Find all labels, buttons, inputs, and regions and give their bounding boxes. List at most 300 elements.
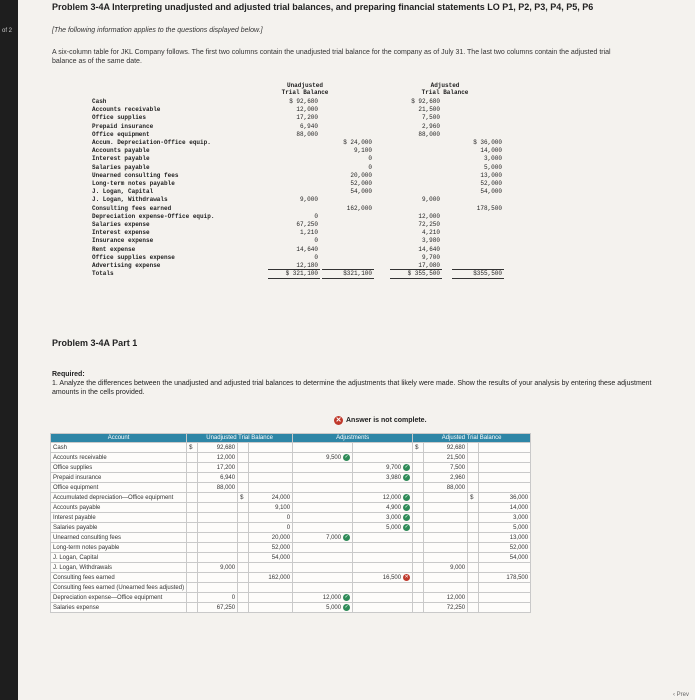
scan-account: Totals bbox=[92, 270, 114, 278]
adjustment-credit-input[interactable] bbox=[353, 463, 413, 473]
required-label: Required: bbox=[52, 371, 85, 378]
unadjusted-credit-cell-value: 20,000 bbox=[271, 534, 291, 541]
adjustment-debit-input[interactable] bbox=[293, 543, 353, 553]
grid-row bbox=[51, 553, 531, 563]
adjusted-debit-cell bbox=[424, 503, 468, 513]
unadjusted-credit-sign bbox=[238, 573, 249, 583]
adjusted-credit-cell-value: 13,000 bbox=[509, 534, 529, 541]
adjusted-credit-cell bbox=[479, 553, 531, 563]
adjustment-credit-input[interactable] bbox=[353, 583, 413, 593]
adjusted-credit-sign bbox=[468, 513, 479, 523]
adjusted-debit-sign bbox=[413, 563, 424, 573]
scan-value-ac: 52,000 bbox=[480, 180, 502, 187]
adjustment-debit-input[interactable] bbox=[293, 503, 353, 513]
adjusted-debit-cell-value: 88,000 bbox=[446, 484, 466, 491]
unadjusted-credit-cell-value: 0 bbox=[286, 514, 291, 521]
scan-account: Office supplies bbox=[92, 114, 147, 122]
unadjusted-credit-cell-value: 162,000 bbox=[268, 574, 291, 581]
scan-total-double-rule bbox=[268, 278, 320, 279]
scan-value-uc: $321,100 bbox=[343, 270, 372, 278]
adjusted-debit-sign-value: $ bbox=[415, 444, 419, 451]
adjusted-debit-sign bbox=[413, 533, 424, 543]
check-icon: ✓ bbox=[404, 523, 409, 530]
adjustment-debit-input-value: 9,500 bbox=[326, 455, 342, 462]
check-icon: ✓ bbox=[344, 533, 349, 540]
adjusted-debit-cell-value: 72,250 bbox=[446, 604, 466, 611]
scanned-trial-balance bbox=[90, 82, 510, 302]
adjusted-credit-cell-value: 3,000 bbox=[513, 514, 529, 521]
unadjusted-credit-cell bbox=[249, 563, 293, 573]
grid-row bbox=[51, 533, 531, 543]
adjustment-debit-input[interactable] bbox=[293, 553, 353, 563]
adjustment-debit-input[interactable] bbox=[293, 583, 353, 593]
scan-total-rule bbox=[452, 269, 504, 270]
adjusted-credit-sign bbox=[468, 463, 479, 473]
scan-row bbox=[90, 262, 510, 269]
adjusted-debit-sign bbox=[413, 573, 424, 583]
grid-row bbox=[51, 513, 531, 523]
adjusted-credit-sign bbox=[468, 533, 479, 543]
account-cell bbox=[51, 443, 187, 453]
adjusted-credit-cell-value: 52,000 bbox=[509, 544, 529, 551]
scan-value-ud: 12,180 bbox=[296, 262, 318, 269]
unadjusted-debit-sign bbox=[187, 533, 198, 543]
unadjusted-credit-cell-value: 52,000 bbox=[271, 544, 291, 551]
scan-value-ud: 88,000 bbox=[296, 130, 318, 138]
scan-account: Rent expense bbox=[92, 245, 136, 253]
required-section bbox=[52, 370, 652, 397]
account-cell bbox=[51, 523, 187, 533]
adjusted-debit-cell-value: 21,500 bbox=[446, 454, 466, 461]
adjusted-debit-sign bbox=[413, 603, 424, 613]
unadjusted-credit-cell bbox=[249, 603, 293, 613]
scan-account: Advertising expense bbox=[92, 262, 161, 269]
scan-value-ad: 88,000 bbox=[418, 130, 440, 138]
unadjusted-debit-cell-value: 0 bbox=[231, 594, 236, 601]
scan-account: Interest payable bbox=[92, 155, 150, 163]
account-cell-value: Office supplies bbox=[53, 464, 93, 471]
adjusted-credit-sign bbox=[468, 543, 479, 553]
adjustments-grid bbox=[50, 433, 531, 613]
account-cell bbox=[51, 473, 187, 483]
adjustment-credit-input[interactable] bbox=[353, 493, 413, 503]
unadjusted-credit-sign bbox=[238, 453, 249, 463]
adjustment-debit-input[interactable] bbox=[293, 603, 353, 613]
account-cell bbox=[51, 503, 187, 513]
unadjusted-credit-cell bbox=[249, 533, 293, 543]
adjustment-debit-input[interactable] bbox=[293, 443, 353, 453]
unadjusted-credit-sign bbox=[238, 583, 249, 593]
unadjusted-credit-cell bbox=[249, 453, 293, 463]
scan-value-ad: 17,080 bbox=[418, 262, 440, 269]
account-cell-value: J. Logan, Withdrawals bbox=[53, 564, 113, 571]
grid-row bbox=[51, 473, 531, 483]
header-adjustments: Adjustments bbox=[293, 434, 413, 443]
unadjusted-debit-cell bbox=[198, 463, 238, 473]
adjusted-header bbox=[390, 82, 500, 96]
account-cell-value: Salaries expense bbox=[53, 604, 100, 611]
scan-row bbox=[90, 155, 510, 162]
unadjusted-debit-cell bbox=[198, 523, 238, 533]
unadjusted-debit-cell-value: 17,200 bbox=[216, 464, 236, 471]
adjustment-debit-input[interactable] bbox=[293, 463, 353, 473]
unadjusted-credit-sign bbox=[238, 533, 249, 543]
scan-value-ad: 12,000 bbox=[418, 212, 440, 220]
unadjusted-debit-sign bbox=[187, 493, 198, 503]
account-cell bbox=[51, 533, 187, 543]
unadjusted-credit-cell bbox=[249, 463, 293, 473]
adjustment-debit-input[interactable] bbox=[293, 523, 353, 533]
adjusted-debit-cell bbox=[424, 513, 468, 523]
unadjusted-debit-sign bbox=[187, 553, 198, 563]
adjustment-credit-input[interactable] bbox=[353, 513, 413, 523]
adjustment-credit-input-value: 9,700 bbox=[386, 465, 402, 472]
adjusted-debit-cell bbox=[424, 443, 468, 453]
scan-account: Accounts payable bbox=[92, 147, 150, 155]
grid-row bbox=[51, 543, 531, 553]
scan-account: Unearned consulting fees bbox=[92, 171, 179, 179]
unadjusted-debit-sign bbox=[187, 523, 198, 533]
adjustment-debit-input[interactable] bbox=[293, 453, 353, 463]
unadjusted-credit-cell bbox=[249, 553, 293, 563]
unadjusted-debit-cell bbox=[198, 453, 238, 463]
unadjusted-debit-cell bbox=[198, 593, 238, 603]
adjustment-debit-input[interactable] bbox=[293, 593, 353, 603]
account-cell bbox=[51, 563, 187, 573]
scan-value-uc: 162,000 bbox=[346, 204, 372, 212]
unadjusted-debit-cell bbox=[198, 563, 238, 573]
unadjusted-debit-sign bbox=[187, 543, 198, 553]
prev-label: Prev bbox=[676, 692, 689, 698]
check-icon: ✓ bbox=[344, 603, 349, 610]
unadjusted-debit-cell-value: 88,000 bbox=[216, 484, 236, 491]
scan-value-ac: 3,000 bbox=[483, 155, 502, 163]
scan-value-ad: 4,210 bbox=[421, 229, 440, 237]
adjustment-debit-input[interactable] bbox=[293, 573, 353, 583]
scan-value-ad: 2,960 bbox=[421, 122, 440, 130]
scan-value-ad: $ 355,500 bbox=[407, 270, 440, 278]
scan-value-ud: 9,000 bbox=[299, 196, 318, 204]
document-page bbox=[18, 0, 695, 700]
scan-value-uc: 52,000 bbox=[350, 180, 372, 187]
unadjusted-debit-sign bbox=[187, 593, 198, 603]
adjusted-credit-cell-value: 5,000 bbox=[513, 524, 529, 531]
prev-button[interactable]: ‹ Prev bbox=[672, 692, 689, 698]
adjusted-credit-cell bbox=[479, 463, 531, 473]
adjusted-credit-cell bbox=[479, 533, 531, 543]
scan-total-rule bbox=[390, 269, 442, 270]
account-cell-value: Long-term notes payable bbox=[53, 544, 120, 551]
unadjusted-credit-sign bbox=[238, 603, 249, 613]
unadjusted-debit-cell bbox=[198, 603, 238, 613]
scan-value-ac: $ 36,000 bbox=[473, 139, 502, 146]
grid-row bbox=[51, 593, 531, 603]
unadjusted-header-line1: Unadjusted bbox=[286, 82, 323, 89]
unadjusted-debit-cell bbox=[198, 513, 238, 523]
adjusted-credit-cell bbox=[479, 513, 531, 523]
unadjusted-credit-sign bbox=[238, 543, 249, 553]
answer-status-text: Answer is not complete. bbox=[346, 417, 427, 424]
scan-value-uc: 0 bbox=[368, 155, 372, 163]
grid-row bbox=[51, 493, 531, 503]
unadjusted-credit-sign-value: $ bbox=[240, 494, 244, 501]
scan-value-ad: 3,980 bbox=[421, 237, 440, 245]
unadjusted-debit-cell bbox=[198, 443, 238, 453]
adjustment-credit-input[interactable] bbox=[353, 443, 413, 453]
adjusted-debit-cell bbox=[424, 523, 468, 533]
scan-row bbox=[90, 270, 510, 277]
account-cell-value: Accounts payable bbox=[53, 504, 101, 511]
grid-row bbox=[51, 563, 531, 573]
scan-value-ud: $ 321,100 bbox=[285, 270, 318, 278]
adjusted-credit-sign bbox=[468, 593, 479, 603]
grid-row bbox=[51, 603, 531, 613]
adjusted-credit-cell bbox=[479, 443, 531, 453]
account-cell bbox=[51, 543, 187, 553]
adjusted-debit-cell bbox=[424, 583, 468, 593]
check-icon: ✓ bbox=[404, 513, 409, 520]
check-icon: ✓ bbox=[344, 453, 349, 460]
page-count: of 2 bbox=[2, 28, 13, 34]
scan-row bbox=[90, 254, 510, 261]
error-x-icon: ✕ bbox=[404, 573, 409, 580]
unadjusted-debit-sign bbox=[187, 503, 198, 513]
adjusted-credit-cell bbox=[479, 573, 531, 583]
adjusted-credit-sign-value: $ bbox=[470, 494, 474, 501]
scan-value-ac: 13,000 bbox=[480, 171, 502, 179]
unadjusted-credit-cell bbox=[249, 503, 293, 513]
adjustment-debit-input[interactable] bbox=[293, 493, 353, 503]
adjustment-credit-input[interactable] bbox=[353, 573, 413, 583]
grid-row bbox=[51, 453, 531, 463]
unadjusted-credit-sign bbox=[238, 443, 249, 453]
scan-value-uc: 20,000 bbox=[350, 171, 372, 179]
scan-row bbox=[90, 229, 510, 236]
unadjusted-debit-cell bbox=[198, 583, 238, 593]
account-cell-value: Consulting fees earned bbox=[53, 574, 115, 581]
adjusted-debit-cell bbox=[424, 493, 468, 503]
adjusted-debit-cell bbox=[424, 573, 468, 583]
unadjusted-debit-sign bbox=[187, 463, 198, 473]
adjustment-credit-input[interactable] bbox=[353, 523, 413, 533]
unadjusted-credit-cell-value: 54,000 bbox=[271, 554, 291, 561]
adjusted-debit-cell bbox=[424, 483, 468, 493]
adjusted-credit-cell bbox=[479, 503, 531, 513]
adjustment-debit-input-value: 7,000 bbox=[326, 535, 342, 542]
adjustment-debit-input[interactable] bbox=[293, 483, 353, 493]
unadjusted-credit-sign bbox=[238, 483, 249, 493]
adjusted-debit-cell-value: 9,000 bbox=[450, 564, 466, 571]
account-cell bbox=[51, 553, 187, 563]
scan-row bbox=[90, 213, 510, 220]
adjusted-debit-cell bbox=[424, 603, 468, 613]
account-cell-value: Office equipment bbox=[53, 484, 99, 491]
grid-row bbox=[51, 573, 531, 583]
adjustment-debit-input[interactable] bbox=[293, 473, 353, 483]
adjustment-credit-input[interactable] bbox=[353, 563, 413, 573]
scan-account: J. Logan, Withdrawals bbox=[92, 196, 168, 204]
scan-account: Prepaid insurance bbox=[92, 122, 154, 130]
adjusted-debit-sign bbox=[413, 593, 424, 603]
adjusted-credit-cell bbox=[479, 603, 531, 613]
scan-row bbox=[90, 139, 510, 146]
adjusted-credit-sign bbox=[468, 443, 479, 453]
unadjusted-debit-sign bbox=[187, 453, 198, 463]
adjusted-debit-sign bbox=[413, 543, 424, 553]
account-cell-value: Depreciation expense—Office equipment bbox=[53, 594, 163, 601]
adjusted-credit-sign bbox=[468, 493, 479, 503]
grid-row bbox=[51, 523, 531, 533]
unadjusted-debit-cell bbox=[198, 543, 238, 553]
account-cell-value: Accounts receivable bbox=[53, 454, 107, 461]
answer-status-banner bbox=[334, 416, 427, 425]
check-icon: ✓ bbox=[344, 593, 349, 600]
unadjusted-debit-sign bbox=[187, 483, 198, 493]
unadjusted-debit-cell-value: 6,940 bbox=[220, 474, 236, 481]
unadjusted-debit-cell-value: 67,250 bbox=[216, 604, 236, 611]
adjustment-credit-input-value: 3,980 bbox=[386, 475, 402, 482]
unadjusted-credit-sign bbox=[238, 463, 249, 473]
unadjusted-debit-sign bbox=[187, 573, 198, 583]
adjustment-credit-input[interactable] bbox=[353, 473, 413, 483]
unadjusted-debit-cell bbox=[198, 553, 238, 563]
adjustment-debit-input-value: 5,000 bbox=[326, 605, 342, 612]
unadjusted-credit-cell bbox=[249, 443, 293, 453]
scan-value-ud: 6,940 bbox=[299, 122, 318, 130]
adjusted-credit-sign bbox=[468, 603, 479, 613]
adjustment-debit-input[interactable] bbox=[293, 563, 353, 573]
unadjusted-credit-cell bbox=[249, 473, 293, 483]
adjustment-debit-input[interactable] bbox=[293, 513, 353, 523]
adjusted-debit-cell bbox=[424, 533, 468, 543]
account-cell-value: Consulting fees earned (Unearned fees adjusted) bbox=[53, 584, 185, 591]
scan-value-ad: 14,640 bbox=[418, 245, 440, 253]
scan-value-uc: 9,100 bbox=[353, 147, 372, 155]
scan-value-ad: 21,500 bbox=[418, 106, 440, 114]
account-cell-value: Cash bbox=[53, 444, 68, 451]
adjusted-credit-sign bbox=[468, 523, 479, 533]
adjusted-debit-sign bbox=[413, 483, 424, 493]
unadjusted-credit-cell-value: 24,000 bbox=[271, 494, 291, 501]
scan-value-ad: 9,700 bbox=[421, 253, 440, 261]
adjusted-header-line1: Adjusted bbox=[430, 82, 460, 89]
adjusted-debit-cell bbox=[424, 473, 468, 483]
adjusted-credit-sign bbox=[468, 583, 479, 593]
adjustment-credit-input-value: 3,000 bbox=[386, 515, 402, 522]
part-title: Problem 3-4A Part 1 bbox=[52, 338, 138, 348]
adjustment-credit-input[interactable] bbox=[353, 503, 413, 513]
scan-value-ac: 178,500 bbox=[476, 204, 502, 212]
adjustment-credit-input[interactable] bbox=[353, 533, 413, 543]
header-adjusted: Adjusted Trial Balance bbox=[413, 434, 531, 443]
check-icon: ✓ bbox=[404, 493, 409, 500]
scan-value-ad: $ 92,680 bbox=[411, 98, 440, 105]
adjustment-credit-input[interactable] bbox=[353, 543, 413, 553]
scan-account: Salaries expense bbox=[92, 221, 150, 228]
adjusted-debit-cell-value: 2,960 bbox=[450, 474, 466, 481]
scan-value-ac: 14,000 bbox=[480, 147, 502, 155]
account-cell bbox=[51, 483, 187, 493]
scan-value-ud: 12,000 bbox=[296, 106, 318, 114]
adjusted-credit-cell-value: 36,000 bbox=[509, 494, 529, 501]
scan-account: Accounts receivable bbox=[92, 106, 161, 114]
unadjusted-credit-cell bbox=[249, 573, 293, 583]
adjusted-credit-sign bbox=[468, 483, 479, 493]
adjusted-debit-sign bbox=[413, 503, 424, 513]
adjustment-debit-input[interactable] bbox=[293, 533, 353, 543]
adjusted-debit-sign bbox=[413, 583, 424, 593]
scan-value-uc: 54,000 bbox=[350, 188, 372, 196]
scan-account: Depreciation expense-Office equip. bbox=[92, 212, 215, 220]
scan-row bbox=[90, 246, 510, 253]
account-cell bbox=[51, 583, 187, 593]
scan-row bbox=[90, 164, 510, 171]
adjustment-credit-input-value: 4,900 bbox=[386, 505, 402, 512]
adjusted-credit-cell bbox=[479, 473, 531, 483]
unadjusted-credit-cell bbox=[249, 513, 293, 523]
adjustment-credit-input-value: 12,000 bbox=[382, 495, 402, 502]
adjustment-credit-input[interactable] bbox=[353, 553, 413, 563]
account-cell bbox=[51, 453, 187, 463]
scan-value-ac: 54,000 bbox=[480, 188, 502, 196]
scan-value-ud: 0 bbox=[314, 212, 318, 220]
header-unadjusted: Unadjusted Trial Balance bbox=[187, 434, 293, 443]
check-icon: ✓ bbox=[404, 463, 409, 470]
scan-total-rule bbox=[268, 269, 320, 270]
adjustment-credit-input[interactable] bbox=[353, 453, 413, 463]
account-cell bbox=[51, 573, 187, 583]
scan-row bbox=[90, 196, 510, 203]
unadjusted-debit-cell bbox=[198, 533, 238, 543]
account-cell-value: J. Logan, Capital bbox=[53, 554, 99, 561]
scan-value-ad: 72,250 bbox=[418, 221, 440, 228]
left-margin-strip bbox=[0, 0, 18, 700]
unadjusted-credit-cell bbox=[249, 583, 293, 593]
scan-total-double-rule bbox=[452, 278, 504, 279]
info-note: [The following information applies to the questions displayed below.] bbox=[52, 27, 263, 34]
adjustment-credit-input[interactable] bbox=[353, 483, 413, 493]
adjustment-credit-input[interactable] bbox=[353, 603, 413, 613]
adjusted-credit-sign bbox=[468, 553, 479, 563]
scan-row bbox=[90, 131, 510, 138]
unadjusted-debit-sign bbox=[187, 583, 198, 593]
adjusted-credit-cell bbox=[479, 583, 531, 593]
adjustment-credit-input[interactable] bbox=[353, 593, 413, 603]
scan-value-uc: 0 bbox=[368, 163, 372, 171]
adjusted-debit-cell bbox=[424, 563, 468, 573]
scan-row bbox=[90, 221, 510, 228]
adjusted-debit-cell bbox=[424, 593, 468, 603]
scan-account: Insurance expense bbox=[92, 237, 154, 245]
scan-row bbox=[90, 180, 510, 187]
unadjusted-credit-cell bbox=[249, 483, 293, 493]
scan-value-ud: 14,640 bbox=[296, 245, 318, 253]
unadjusted-header-line2: Trial Balance bbox=[281, 89, 329, 96]
adjusted-debit-sign bbox=[413, 463, 424, 473]
account-cell-value: Interest payable bbox=[53, 514, 96, 521]
scan-row bbox=[90, 114, 510, 121]
unadjusted-debit-cell-value: 9,000 bbox=[220, 564, 236, 571]
account-cell bbox=[51, 603, 187, 613]
scan-value-uc: $ 24,000 bbox=[343, 139, 372, 146]
unadjusted-credit-cell-value: 0 bbox=[286, 524, 291, 531]
adjustment-credit-input-value: 5,000 bbox=[386, 525, 402, 532]
account-cell bbox=[51, 593, 187, 603]
scan-total-double-rule bbox=[322, 278, 374, 279]
adjusted-header-line2: Trial Balance bbox=[421, 89, 469, 96]
scan-account: Office equipment bbox=[92, 130, 150, 138]
unadjusted-debit-sign bbox=[187, 513, 198, 523]
